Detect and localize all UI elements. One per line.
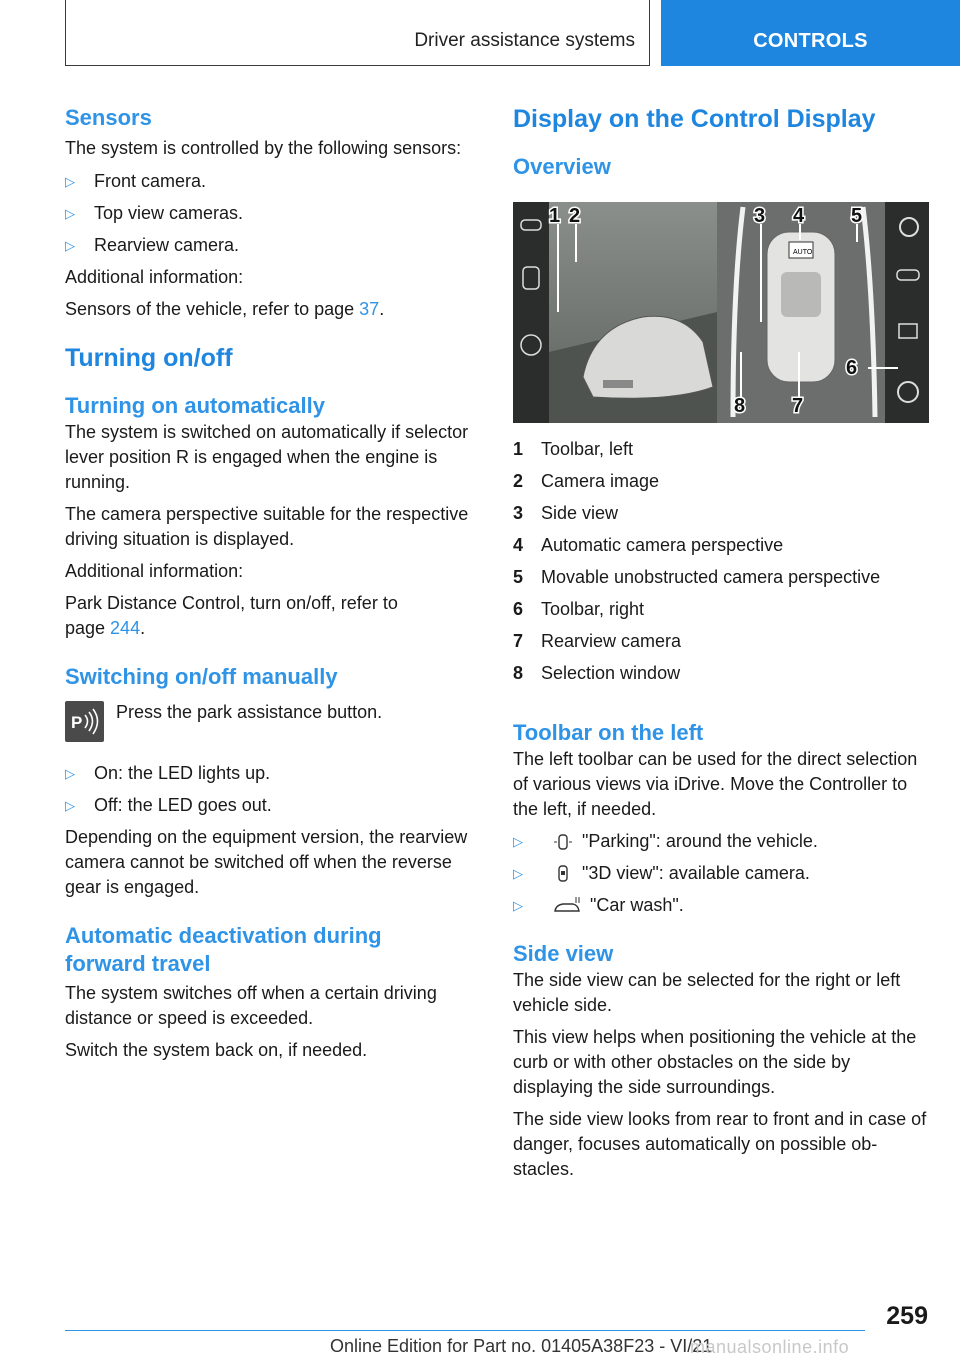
callout-5: 5	[851, 205, 863, 227]
list-item: ▷ Off: the LED goes out.	[65, 793, 480, 818]
park-assist-button-icon	[65, 701, 104, 742]
list-item: ▷ Front camera.	[65, 169, 480, 194]
page-link[interactable]: 37	[359, 299, 380, 319]
bullet-triangle-icon: ▷	[65, 798, 75, 813]
side-view-heading: Side view	[513, 941, 614, 966]
deactivation-paragraph-2: Switch the system back on, if needed.	[65, 1040, 368, 1060]
bullet-triangle-icon: ▷	[65, 174, 75, 189]
callout-7: 7	[792, 395, 804, 417]
auto-deactivation-heading: Automatic deactivation during forward travel	[65, 923, 382, 976]
turning-onoff-heading: Turning on/off	[65, 344, 233, 372]
list-item: ▷ Rearview camera.	[65, 233, 480, 258]
bullet-triangle-icon: ▷	[65, 206, 75, 221]
callout-6: 6	[846, 357, 858, 379]
callout-8: 8	[734, 395, 746, 417]
legend-item: 2 Camera image	[513, 471, 660, 491]
car-wash-icon	[552, 895, 582, 917]
parking-view-icon	[552, 831, 574, 853]
callout-3: 3	[754, 205, 766, 227]
display-heading: Display on the Control Display	[513, 105, 876, 133]
legend-item: 3 Side view	[513, 503, 619, 523]
page-number: 259	[886, 1302, 928, 1330]
legend-item: 6 Toolbar, right	[513, 599, 645, 619]
switching-manual-heading: Switching on/off manually	[65, 664, 338, 689]
side-view-paragraph-3: The side view looks from rear to front and in case of danger, focuses automatically on possible obstacles.	[513, 1109, 927, 1179]
sensors-intro: The system is controlled by the following sensors:	[65, 138, 462, 158]
auto-additional-label: Additional information:	[65, 561, 244, 581]
overview-heading: Overview	[513, 154, 611, 179]
list-item: ▷ "Parking": around the vehicle.	[513, 829, 931, 854]
callout-4: 4	[793, 205, 805, 227]
callout-1: 1	[549, 205, 561, 227]
manual-paragraph: Depending on the equipment version, the rearview camera cannot be switched off when the reverse gear is engaged.	[65, 827, 468, 897]
header-tab-label: CONTROLS	[753, 30, 868, 52]
legend-item: 7 Rearview camera	[513, 631, 682, 651]
legend-item: 8 Selection window	[513, 663, 681, 683]
auto-paragraph-2: The camera perspective suitable for the respective driving situation is displayed.	[65, 504, 469, 549]
header-section-title: Driver assistance systems	[414, 30, 635, 51]
edition-text: Online Edition for Part no. 01405A38F23 - VI/21	[330, 1336, 713, 1356]
side-view-paragraph-2: This view helps when positioning the vehicle at the curb or with other obstacles on the side by displaying the side surroundings.	[513, 1027, 917, 1097]
bullet-triangle-icon: ▷	[65, 766, 75, 781]
left-column	[65, 100, 480, 1063]
list-item: ▷ On: the LED lights up.	[65, 761, 480, 786]
svg-text:P: P	[71, 713, 83, 732]
toolbar-paragraph: The left toolbar can be used for the direct selection of various views via iDrive. Move the Controller to the left, if needed.	[513, 749, 918, 819]
control-display-figure	[513, 202, 929, 423]
header-controls-tab	[661, 0, 960, 66]
toolbar-left-heading: Toolbar on the left	[513, 720, 704, 745]
deactivation-paragraph-1: The system switches off when a certain driving distance or speed is exceeded.	[65, 983, 437, 1028]
svg-text:AUTO: AUTO	[793, 249, 813, 256]
additional-info-label: Additional information:	[65, 267, 244, 287]
3d-view-icon	[552, 863, 574, 885]
footer-divider	[65, 1330, 865, 1331]
right-column	[513, 100, 931, 1182]
sensors-heading: Sensors	[65, 105, 152, 130]
legend-item: 1 Toolbar, left	[513, 439, 634, 459]
list-item: ▷ Top view cameras.	[65, 201, 480, 226]
manual-instruction: Press the park assistance button.	[116, 702, 383, 722]
auto-paragraph-1: The system is switched on automatically if selector lever position R is engaged when the engine is running.	[65, 422, 469, 492]
callout-2: 2	[569, 205, 581, 227]
watermark: manualsonline.info	[690, 1337, 850, 1357]
list-item: ▷ "Car wash".	[513, 893, 931, 918]
bullet-triangle-icon: ▷	[65, 238, 75, 253]
page-link[interactable]: 244	[110, 618, 141, 638]
turning-on-auto-heading: Turning on automatically	[65, 393, 325, 418]
bullet-triangle-icon: ▷	[513, 866, 523, 881]
bullet-triangle-icon: ▷	[513, 834, 523, 849]
side-view-paragraph-1: The side view can be selected for the right or left vehicle side.	[513, 970, 901, 1015]
legend-item: 4 Automatic camera perspective	[513, 535, 784, 555]
auto-reference: Park Distance Control, turn on/off, refer to page 244.	[65, 593, 398, 638]
sensors-reference: Sensors of the vehicle, refer to page 37.	[65, 299, 385, 319]
list-item: ▷ "3D view": available camera.	[513, 861, 931, 886]
legend-item: 5 Movable unobstructed camera perspective	[513, 567, 881, 587]
header-section-box	[65, 0, 650, 66]
bullet-triangle-icon: ▷	[513, 898, 523, 913]
